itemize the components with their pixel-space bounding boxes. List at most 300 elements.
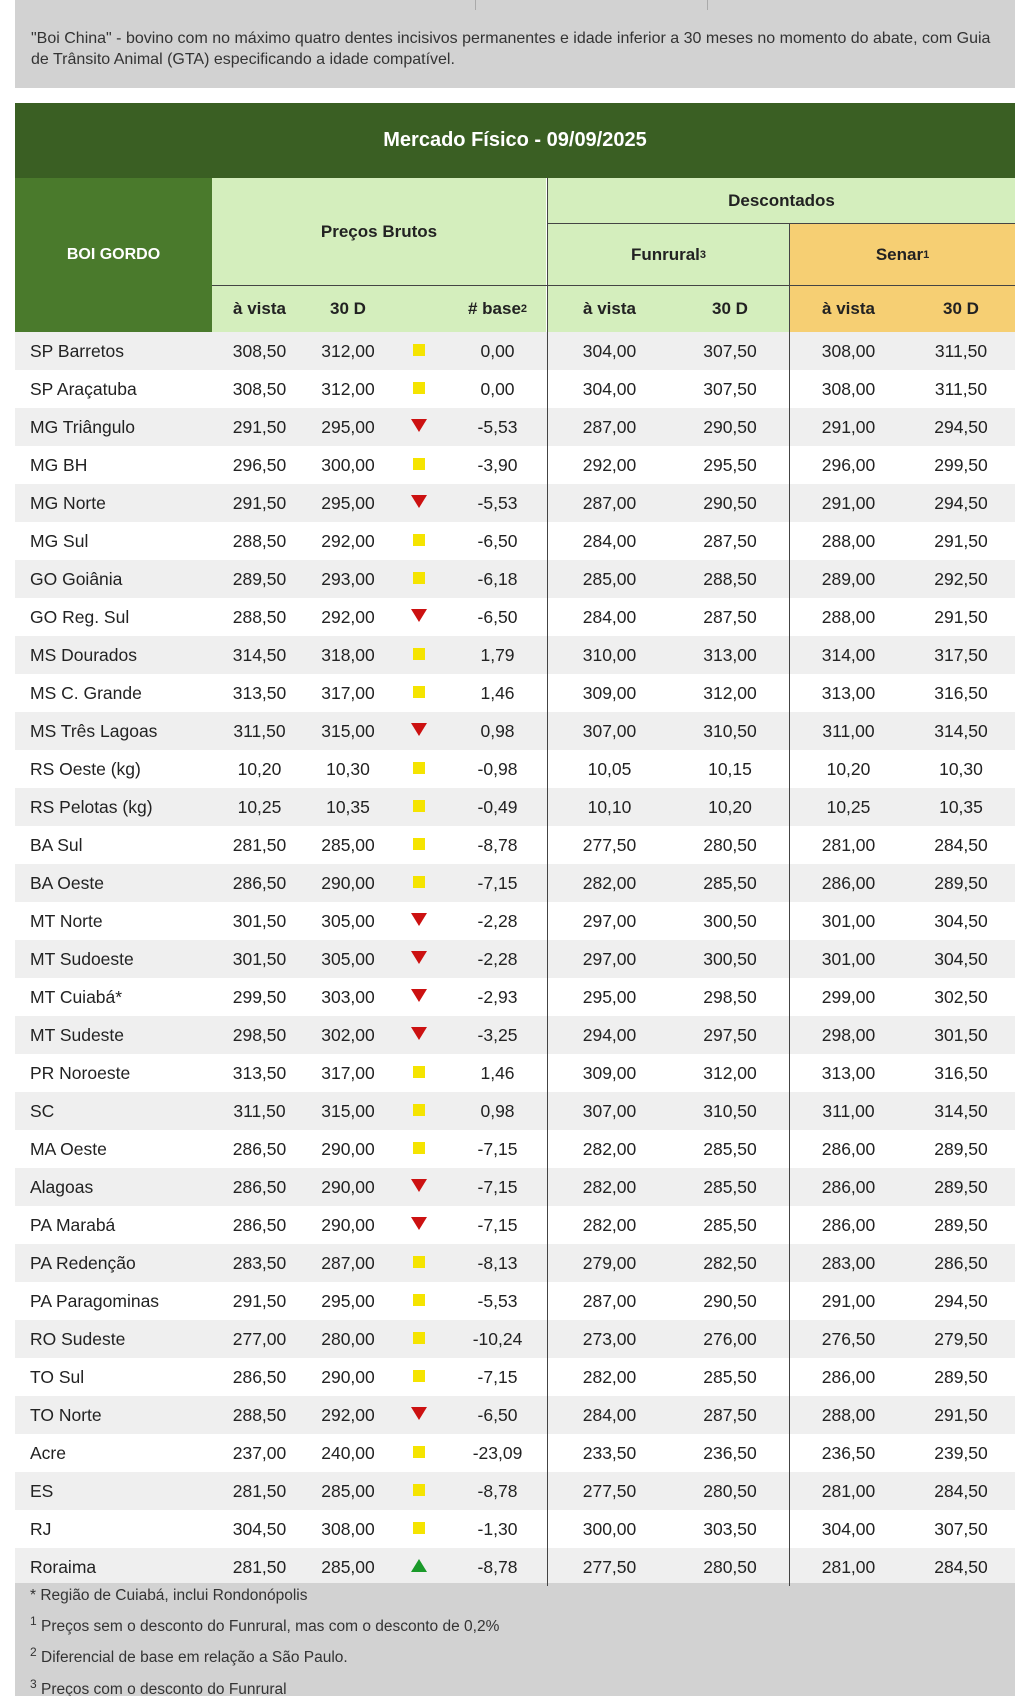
table-row (15, 636, 1015, 674)
funrural-vista: 307,00 (582, 721, 637, 741)
footnote-1 (30, 1613, 500, 1636)
price-30d: 292,00 (321, 1405, 375, 1425)
price-30d: 295,00 (321, 1291, 375, 1311)
senar-30d: 284,50 (934, 1557, 988, 1577)
price-vista: 313,50 (232, 683, 287, 703)
funrural-30d: 297,50 (703, 1025, 757, 1045)
funrural-30d: 300,50 (703, 911, 757, 931)
senar-30d: 314,50 (934, 1101, 988, 1121)
table-row (15, 1320, 1015, 1358)
table-row (15, 978, 1015, 1016)
region-name: GO Goiânia (30, 569, 123, 589)
trend-cell (389, 446, 449, 484)
senar-vista: 289,00 (821, 569, 876, 589)
senar-vista: 236,50 (821, 1443, 876, 1463)
price-vista: 289,50 (232, 569, 287, 589)
funrural-30d: 290,50 (703, 417, 757, 437)
base-diff: -8,78 (477, 1481, 518, 1501)
senar-30d: 311,50 (934, 341, 988, 361)
senar-30d: 286,50 (934, 1253, 988, 1273)
footnote-3-num: 3 (30, 1676, 37, 1691)
funrural-vista: 284,00 (582, 531, 637, 551)
header-funrural: Funrural 3 (548, 224, 789, 285)
price-vista: 299,50 (232, 987, 287, 1007)
senar-vista: 314,00 (821, 645, 876, 665)
yellow-square-icon (413, 1294, 425, 1306)
footnote-3-text: Preços com o desconto do Funrural (41, 1681, 287, 1696)
price-vista: 283,50 (232, 1253, 287, 1273)
funrural-30d: 287,50 (703, 607, 757, 627)
table-row (15, 1054, 1015, 1092)
base-diff: -0,49 (477, 797, 518, 817)
base-diff: -6,50 (477, 1405, 518, 1425)
price-vista: 298,50 (232, 1025, 287, 1045)
funrural-30d: 285,50 (703, 1215, 757, 1235)
base-diff: 1,46 (480, 1063, 515, 1083)
funrural-vista: 10,05 (587, 759, 632, 779)
senar-30d: 284,50 (934, 1481, 988, 1501)
price-30d: 312,00 (321, 341, 375, 361)
subheader-indicator (389, 286, 449, 332)
yellow-square-icon (413, 1370, 425, 1382)
base-diff: -7,15 (477, 1177, 518, 1197)
yellow-square-icon (413, 1522, 425, 1534)
footnotes (15, 1583, 1015, 1696)
table-row (15, 484, 1015, 522)
region-name: BA Sul (30, 835, 83, 855)
senar-vista: 313,00 (821, 683, 876, 703)
down-triangle-icon (411, 419, 427, 432)
price-30d: 240,00 (321, 1443, 375, 1463)
senar-vista: 291,00 (821, 417, 876, 437)
footnote-3 (30, 1676, 287, 1696)
senar-30d: 291,50 (934, 607, 988, 627)
funrural-vista: 287,00 (582, 493, 637, 513)
price-30d: 303,00 (321, 987, 375, 1007)
price-vista: 288,50 (232, 607, 287, 627)
funrural-30d: 276,00 (703, 1329, 757, 1349)
price-vista: 301,50 (232, 911, 287, 931)
down-triangle-icon (411, 609, 427, 622)
table-row (15, 902, 1015, 940)
region-name: SC (30, 1101, 55, 1121)
senar-vista: 286,00 (821, 1215, 876, 1235)
table-row (15, 1168, 1015, 1206)
senar-vista: 288,00 (821, 1405, 876, 1425)
funrural-30d: 285,50 (703, 1367, 757, 1387)
trend-cell (389, 826, 449, 864)
table-header (15, 178, 1015, 332)
header-divider (548, 223, 1015, 224)
table-row (15, 560, 1015, 598)
region-name: MG Norte (30, 493, 106, 513)
base-diff: -1,30 (477, 1519, 518, 1539)
senar-vista: 299,00 (821, 987, 876, 1007)
table-title: Mercado Físico - 09/09/2025 (15, 103, 1015, 178)
trend-cell (389, 1320, 449, 1358)
price-vista: 286,50 (232, 873, 287, 893)
senar-30d: 299,50 (934, 455, 988, 475)
funrural-vista: 297,00 (582, 911, 637, 931)
down-triangle-icon (411, 723, 427, 736)
senar-vista: 283,00 (821, 1253, 876, 1273)
region-name: GO Reg. Sul (30, 607, 130, 627)
trend-cell (389, 370, 449, 408)
table-row (15, 1510, 1015, 1548)
price-30d: 315,00 (321, 721, 375, 741)
trend-cell (389, 1472, 449, 1510)
funrural-30d: 310,50 (703, 1101, 757, 1121)
price-vista: 281,50 (232, 835, 287, 855)
funrural-vista: 284,00 (582, 1405, 637, 1425)
senar-vista: 304,00 (821, 1519, 876, 1539)
senar-30d: 291,50 (934, 1405, 988, 1425)
region-name: RO Sudeste (30, 1329, 126, 1349)
region-name: RS Oeste (kg) (30, 759, 141, 779)
table-row (15, 712, 1015, 750)
trend-cell (389, 522, 449, 560)
price-vista: 237,00 (232, 1443, 287, 1463)
yellow-square-icon (413, 344, 425, 356)
table-row (15, 1472, 1015, 1510)
table-row (15, 446, 1015, 484)
senar-30d: 311,50 (934, 379, 988, 399)
funrural-vista: 295,00 (582, 987, 637, 1007)
table-row (15, 674, 1015, 712)
base-diff: -5,53 (477, 1291, 518, 1311)
funrural-vista: 282,00 (582, 1139, 637, 1159)
price-30d: 292,00 (321, 607, 375, 627)
subheader-funrural-vista: à vista (548, 286, 671, 332)
header-senar: Senar 1 (790, 224, 1015, 285)
region-name: MS C. Grande (30, 683, 142, 703)
trend-cell (389, 332, 449, 370)
region-name: PR Noroeste (30, 1063, 131, 1083)
yellow-square-icon (413, 534, 425, 546)
base-diff: -3,90 (477, 455, 518, 475)
trend-cell (389, 1130, 449, 1168)
top-strip-divider (475, 0, 476, 10)
boi-china-note: "Boi China" - bovino com no máximo quatro dentes incisivos permanentes e idade inferior a 30 meses no momento do abate, com Guia de Trânsito Animal (GTA) especificando a idade compatível. (15, 10, 1015, 88)
table-row (15, 1244, 1015, 1282)
subheader-funrural-30d: 30 D (671, 286, 789, 332)
senar-30d: 316,50 (934, 683, 988, 703)
price-vista: 10,20 (237, 759, 282, 779)
header-divider (547, 178, 548, 332)
price-vista: 288,50 (232, 531, 287, 551)
table-row (15, 1282, 1015, 1320)
senar-30d: 289,50 (934, 1177, 988, 1197)
table-body (15, 332, 1015, 1586)
funrural-30d: 285,50 (703, 873, 757, 893)
senar-30d: 301,50 (934, 1025, 988, 1045)
table-row (15, 1358, 1015, 1396)
region-name: SP Barretos (30, 341, 125, 361)
funrural-30d: 295,50 (703, 455, 757, 475)
senar-30d: 304,50 (934, 949, 988, 969)
subheader-senar-vista: à vista (790, 286, 907, 332)
region-name: Alagoas (30, 1177, 94, 1197)
senar-30d: 289,50 (934, 1215, 988, 1235)
region-name: RS Pelotas (kg) (30, 797, 153, 817)
price-vista: 291,50 (232, 417, 287, 437)
trend-cell (389, 408, 449, 446)
table-row (15, 408, 1015, 446)
subheader-base-label: # base (467, 299, 521, 318)
trend-cell (389, 788, 449, 826)
price-30d: 317,00 (321, 683, 375, 703)
yellow-square-icon (413, 648, 425, 660)
price-vista: 286,50 (232, 1177, 287, 1197)
funrural-vista: 273,00 (582, 1329, 637, 1349)
price-30d: 305,00 (321, 949, 375, 969)
price-vista: 308,50 (232, 341, 287, 361)
funrural-vista: 300,00 (582, 1519, 637, 1539)
senar-30d: 314,50 (934, 721, 988, 741)
senar-vista: 288,00 (821, 607, 876, 627)
price-30d: 293,00 (321, 569, 375, 589)
trend-cell (389, 636, 449, 674)
trend-cell (389, 560, 449, 598)
funrural-30d: 307,50 (703, 341, 757, 361)
funrural-30d: 280,50 (703, 1481, 757, 1501)
region-name: Acre (30, 1443, 66, 1463)
header-divider (212, 285, 1015, 286)
funrural-vista: 285,00 (582, 569, 637, 589)
price-30d: 290,00 (321, 873, 375, 893)
base-diff: -7,15 (477, 873, 518, 893)
region-name: BA Oeste (30, 873, 104, 893)
price-30d: 318,00 (321, 645, 375, 665)
trend-cell (389, 598, 449, 636)
base-diff: 1,46 (480, 683, 515, 703)
yellow-square-icon (413, 686, 425, 698)
subheader-vista: à vista (212, 286, 307, 332)
funrural-vista: 279,00 (582, 1253, 637, 1273)
funrural-vista: 282,00 (582, 873, 637, 893)
price-30d: 10,30 (326, 759, 370, 779)
price-vista: 286,50 (232, 1139, 287, 1159)
senar-30d: 316,50 (934, 1063, 988, 1083)
region-name: SP Araçatuba (30, 379, 137, 399)
top-strip-divider (707, 0, 708, 10)
price-30d: 290,00 (321, 1139, 375, 1159)
price-30d: 285,00 (321, 1481, 375, 1501)
funrural-vista: 277,50 (582, 1557, 637, 1577)
funrural-30d: 10,20 (708, 797, 752, 817)
price-30d: 280,00 (321, 1329, 375, 1349)
price-30d: 290,00 (321, 1367, 375, 1387)
senar-30d: 10,35 (939, 797, 983, 817)
base-diff: -8,78 (477, 835, 518, 855)
price-30d: 302,00 (321, 1025, 375, 1045)
funrural-30d: 236,50 (703, 1443, 757, 1463)
funrural-vista: 307,00 (582, 1101, 637, 1121)
price-30d: 10,35 (326, 797, 370, 817)
price-vista: 311,50 (233, 1101, 286, 1121)
table-row (15, 370, 1015, 408)
senar-vista: 281,00 (821, 1557, 876, 1577)
region-name: Roraima (30, 1557, 97, 1577)
senar-vista: 313,00 (821, 1063, 876, 1083)
yellow-square-icon (413, 1256, 425, 1268)
yellow-square-icon (413, 1104, 425, 1116)
senar-vista: 10,20 (826, 759, 871, 779)
senar-vista: 10,25 (826, 797, 871, 817)
senar-vista: 298,00 (821, 1025, 876, 1045)
base-diff: -7,15 (477, 1367, 518, 1387)
senar-30d: 294,50 (934, 493, 988, 513)
region-name: MT Cuiabá* (30, 987, 123, 1007)
down-triangle-icon (411, 951, 427, 964)
yellow-square-icon (413, 1446, 425, 1458)
trend-cell (389, 1510, 449, 1548)
senar-30d: 10,30 (939, 759, 983, 779)
footnote-cuiaba: * Região de Cuiabá, inclui Rondonópolis (30, 1587, 308, 1604)
funrural-vista: 282,00 (582, 1215, 637, 1235)
senar-30d: 239,50 (934, 1443, 988, 1463)
table-row (15, 1092, 1015, 1130)
price-30d: 285,00 (321, 835, 375, 855)
top-strip (15, 0, 1015, 10)
funrural-vista: 310,00 (582, 645, 637, 665)
senar-vista: 301,00 (821, 911, 876, 931)
price-30d: 290,00 (321, 1215, 375, 1235)
funrural-30d: 280,50 (703, 835, 757, 855)
trend-cell (389, 1396, 449, 1434)
funrural-30d: 303,50 (703, 1519, 757, 1539)
base-diff: 0,00 (480, 341, 515, 361)
footnote-2-text: Diferencial de base em relação a São Paulo. (41, 1649, 348, 1666)
yellow-square-icon (413, 458, 425, 470)
region-name: MG Triângulo (30, 417, 136, 437)
base-diff: -23,09 (472, 1443, 523, 1463)
base-diff: 1,79 (480, 645, 515, 665)
trend-cell (389, 750, 449, 788)
senar-30d: 279,50 (934, 1329, 988, 1349)
yellow-square-icon (413, 1332, 425, 1344)
senar-30d: 307,50 (934, 1519, 988, 1539)
price-vista: 288,50 (232, 1405, 287, 1425)
price-30d: 308,00 (321, 1519, 375, 1539)
table-row (15, 864, 1015, 902)
down-triangle-icon (411, 495, 427, 508)
trend-cell (389, 940, 449, 978)
base-diff: -2,93 (477, 987, 518, 1007)
funrural-30d: 312,00 (703, 1063, 757, 1083)
trend-cell (389, 1054, 449, 1092)
subheader-base: # base 2 (449, 286, 546, 332)
senar-vista: 286,00 (821, 1367, 876, 1387)
funrural-30d: 288,50 (703, 569, 757, 589)
price-vista: 313,50 (232, 1063, 287, 1083)
funrural-vista: 287,00 (582, 417, 637, 437)
header-senar-label: Senar (875, 244, 924, 264)
region-name: MT Sudeste (30, 1025, 125, 1045)
funrural-vista: 10,10 (587, 797, 632, 817)
price-vista: 314,50 (232, 645, 287, 665)
price-vista: 286,50 (232, 1215, 287, 1235)
table-row (15, 1130, 1015, 1168)
price-vista: 304,50 (232, 1519, 287, 1539)
trend-cell (389, 1434, 449, 1472)
down-triangle-icon (411, 1179, 427, 1192)
senar-30d: 302,50 (934, 987, 988, 1007)
senar-30d: 289,50 (934, 1139, 988, 1159)
price-30d: 300,00 (321, 455, 375, 475)
region-name: RJ (30, 1519, 52, 1539)
base-diff: -10,24 (472, 1329, 523, 1349)
base-diff: -6,50 (477, 531, 518, 551)
down-triangle-icon (411, 1027, 427, 1040)
trend-cell (389, 712, 449, 750)
funrural-30d: 287,50 (703, 1405, 757, 1425)
down-triangle-icon (411, 1217, 427, 1230)
up-triangle-icon (411, 1559, 427, 1572)
price-30d: 305,00 (321, 911, 375, 931)
senar-30d: 289,50 (934, 873, 988, 893)
table-row (15, 1548, 1015, 1586)
base-diff: -3,25 (477, 1025, 518, 1045)
senar-30d: 289,50 (934, 1367, 988, 1387)
price-vista: 286,50 (232, 1367, 287, 1387)
senar-vista: 281,00 (821, 835, 876, 855)
funrural-30d: 290,50 (703, 1291, 757, 1311)
footnote-1-num: 1 (30, 1613, 37, 1628)
funrural-vista: 304,00 (582, 341, 637, 361)
funrural-vista: 292,00 (582, 455, 637, 475)
funrural-vista: 284,00 (582, 607, 637, 627)
funrural-vista: 304,00 (582, 379, 637, 399)
funrural-30d: 290,50 (703, 493, 757, 513)
funrural-30d: 298,50 (703, 987, 757, 1007)
yellow-square-icon (413, 382, 425, 394)
region-name: MS Dourados (30, 645, 137, 665)
price-vista: 301,50 (232, 949, 287, 969)
price-vista: 10,25 (237, 797, 282, 817)
senar-vista: 308,00 (821, 379, 876, 399)
senar-vista: 286,00 (821, 1139, 876, 1159)
yellow-square-icon (413, 1484, 425, 1496)
market-table (15, 103, 1015, 1586)
funrural-30d: 282,50 (703, 1253, 757, 1273)
trend-cell (389, 484, 449, 522)
senar-vista: 301,00 (821, 949, 876, 969)
base-diff: -2,28 (477, 949, 518, 969)
base-diff: -7,15 (477, 1139, 518, 1159)
trend-cell (389, 1206, 449, 1244)
price-vista: 291,50 (232, 493, 287, 513)
senar-vista: 311,00 (822, 721, 875, 741)
funrural-vista: 277,50 (582, 1481, 637, 1501)
header-divider (789, 224, 790, 332)
senar-30d: 294,50 (934, 417, 988, 437)
funrural-30d: 285,50 (703, 1177, 757, 1197)
base-diff: -5,53 (477, 417, 518, 437)
senar-vista: 286,00 (821, 873, 876, 893)
price-30d: 295,00 (321, 417, 375, 437)
price-vista: 281,50 (232, 1557, 287, 1577)
funrural-vista: 233,50 (582, 1443, 637, 1463)
region-name: MG Sul (30, 531, 89, 551)
trend-cell (389, 864, 449, 902)
column-divider (547, 332, 548, 1586)
funrural-vista: 282,00 (582, 1177, 637, 1197)
funrural-30d: 313,00 (703, 645, 757, 665)
senar-30d: 284,50 (934, 835, 988, 855)
down-triangle-icon (411, 989, 427, 1002)
base-diff: -8,13 (477, 1253, 518, 1273)
